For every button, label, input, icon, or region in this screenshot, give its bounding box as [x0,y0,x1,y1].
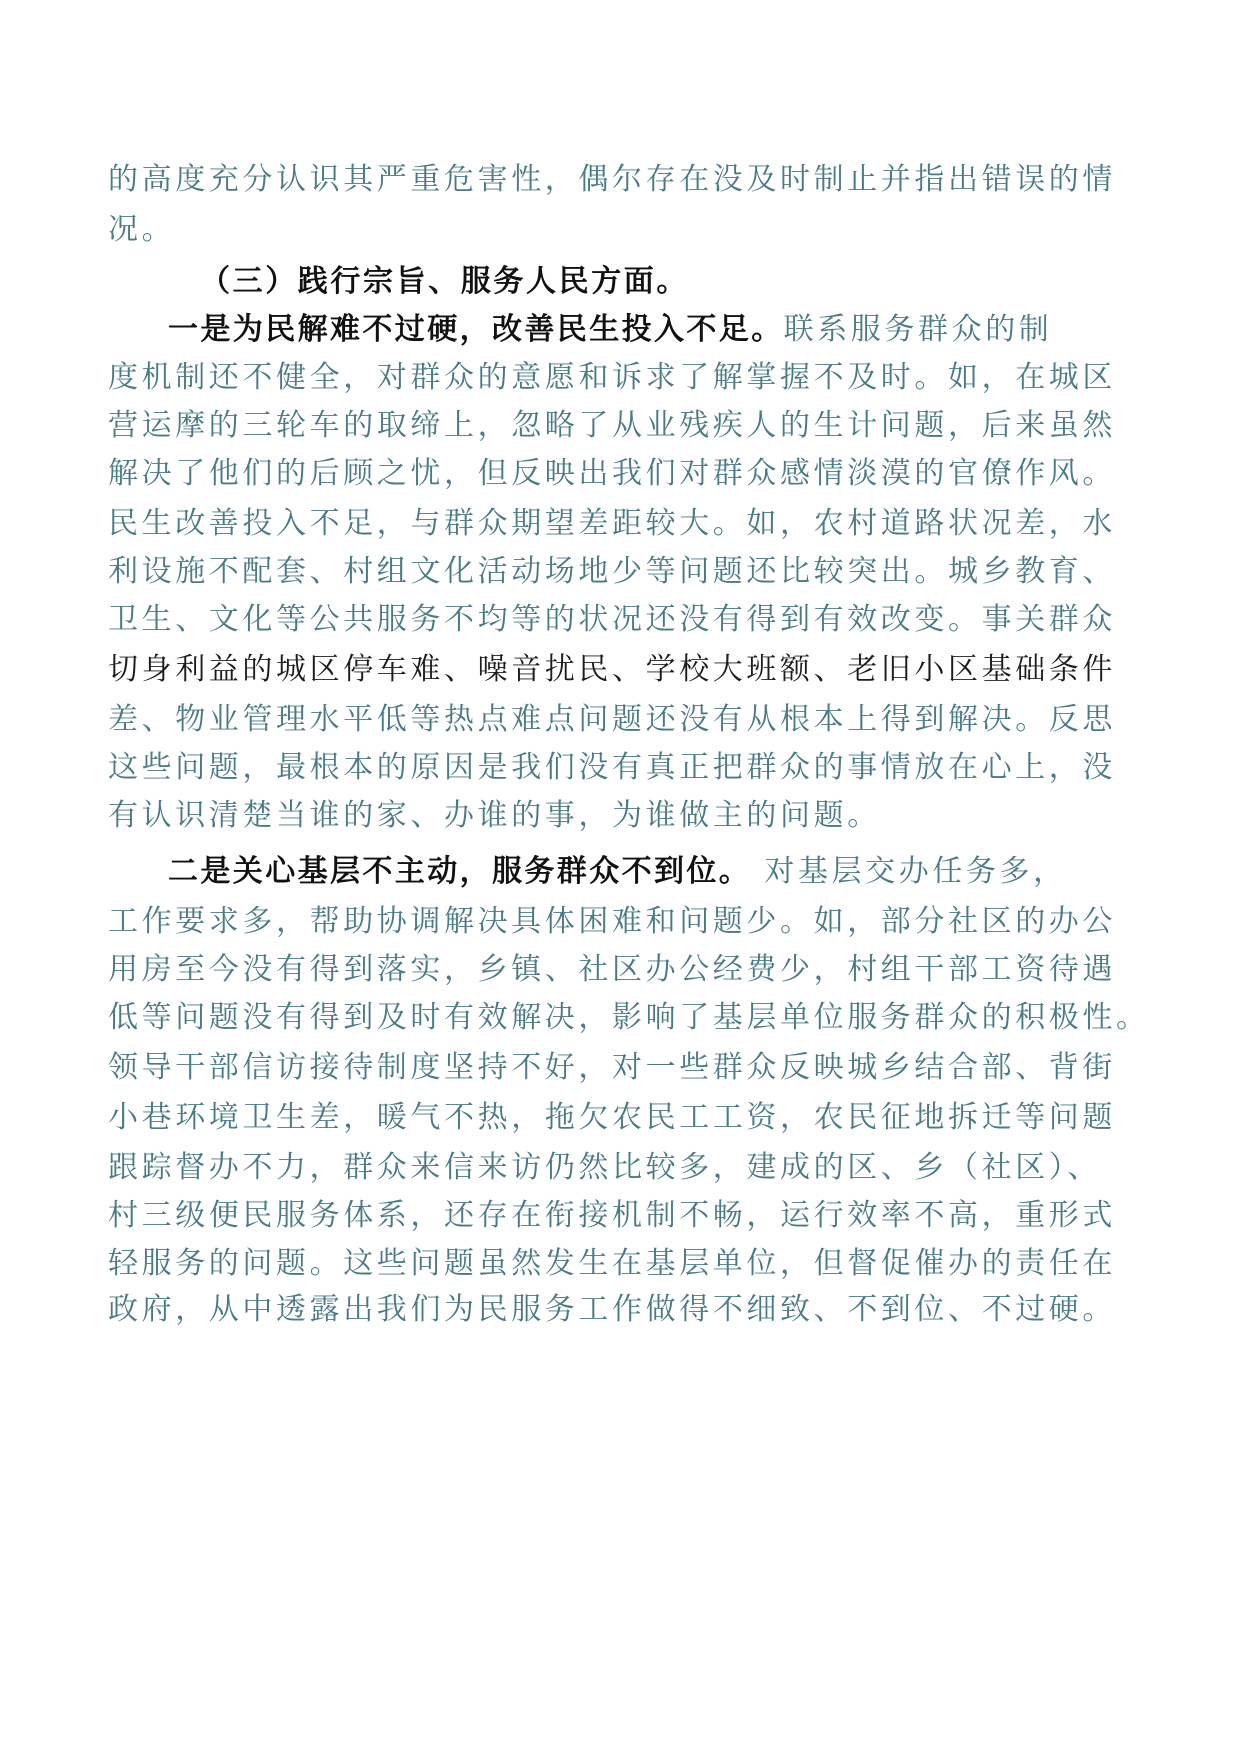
point2-line: 用房至今没有得到落实，乡镇、社区办公经费少，村组干部工资待遇 [108,952,1116,987]
point2-line: 跟踪督办不力，群众来信来访仍然比较多，建成的区、乡（社区）、 [108,1150,1101,1185]
point1-line: 利设施不配套、村组文化活动场地少等问题还比较突出。城乡教育、 [108,554,1116,589]
point1-line: 卫生、文化等公共服务不均等的状况还没有得到有效改变。事关群众 [108,602,1116,637]
point1-line: 解决了他们的后顾之忧，但反映出我们对群众感情淡漠的官僚作风。 [108,456,1116,491]
point1-line: 这些问题，最根本的原因是我们没有真正把群众的事情放在心上，没 [108,750,1116,785]
point1-line: 民生改善投入不足，与群众期望差距较大。如，农村道路状况差，水 [108,506,1116,541]
point2-line: 小巷环境卫生差，暖气不热，拖欠农民工工资，农民征地拆迁等问题 [108,1100,1116,1135]
point2-lead: 二是关心基层不主动，服务群众不到位。 [168,854,752,889]
section-heading: （三）践行宗旨、服务人民方面。 [200,264,689,299]
point2-line: 低等问题没有得到及时有效解决，影响了基层单位服务群众的积极性。 [108,1000,1150,1035]
point2-line: 政府，从中透露出我们为民服务工作做得不细致、不到位、不过硬。 [108,1292,1116,1327]
point1-lead: 一是为民解难不过硬，改善民生投入不足。 [168,312,784,347]
point1-line: 有认识清楚当谁的家、办谁的事，为谁做主的问题。 [108,798,881,833]
point2-line: 轻服务的问题。这些问题虽然发生在基层单位，但督促催办的责任在 [108,1246,1116,1281]
point2-line: 工作要求多，帮助协调解决具体困难和问题少。如，部分社区的办公 [108,904,1116,939]
intro-line-1: 的高度充分认识其严重危害性，偶尔存在没及时制止并指出错误的情 [108,162,1116,197]
point2-first-line [168,852,1067,892]
point2-first-line-rest: 对基层交办任务多， [751,854,1067,889]
point1-line: 切身利益的城区停车难、噪音扰民、学校大班额、老旧小区基础条件 [108,652,1116,687]
point2-line: 村三级便民服务体系，还存在衔接机制不畅，运行效率不高，重形式 [108,1198,1116,1233]
point1-line: 营运摩的三轮车的取缔上，忽略了从业残疾人的生计问题，后来虽然 [108,408,1116,443]
point1-first-line-rest: 联系服务群众的制 [783,312,1053,347]
point1-line: 差、物业管理水平低等热点难点问题还没有从根本上得到解决。反思 [108,702,1116,737]
intro-line-2: 况。 [108,212,176,247]
point2-line: 领导干部信访接待制度坚持不好，对一些群众反映城乡结合部、背街 [108,1050,1116,1085]
point1-first-line [168,310,1052,350]
point1-line: 度机制还不健全，对群众的意愿和诉求了解掌握不及时。如，在城区 [108,360,1116,395]
